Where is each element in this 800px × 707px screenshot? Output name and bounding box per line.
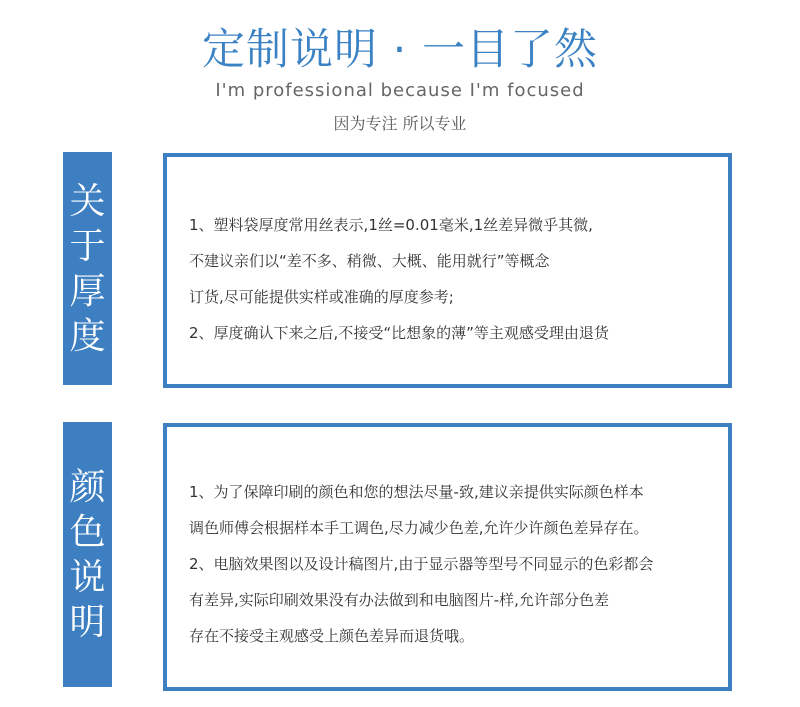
info-line: 2、厚度确认下来之后,不接受“比想象的薄”等主观感受理由退货	[189, 324, 609, 342]
info-line: 1、为了保障印刷的颜色和您的想法尽量-致,建议亲提供实际颜色样本	[189, 483, 644, 501]
section-label-color	[63, 422, 112, 687]
info-line: 1、塑料袋厚度常用丝表示,1丝=0.01毫米,1丝差异微乎其微,	[189, 216, 593, 234]
subtitle-chinese: 因为专注 所以专业	[333, 114, 467, 133]
info-line: 有差异,实际印刷效果没有办法做到和电脑图片-样,允许部分色差	[189, 591, 609, 609]
label-char: 明	[69, 601, 106, 643]
info-line: 订货,尽可能提供实样或准确的厚度参考;	[189, 288, 454, 306]
label-char: 关	[69, 180, 106, 222]
info-line: 不建议亲们以“差不多、稍微、大概、能用就行”等概念	[189, 252, 550, 270]
thickness-info-box	[163, 153, 732, 388]
label-char: 颜	[69, 466, 106, 508]
label-char: 说	[69, 556, 106, 598]
label-char: 度	[69, 315, 106, 357]
section-label-thickness	[63, 152, 112, 385]
subtitle-english: I'm professional because I'm focused	[215, 80, 585, 101]
label-char: 色	[69, 511, 106, 553]
info-line: 2、电脑效果图以及设计稿图片,由于显示器等型号不同显示的色彩都会	[189, 555, 654, 573]
color-info-box	[163, 423, 732, 691]
info-line: 存在不接受主观感受上颜色差异而退货哦。	[189, 627, 475, 645]
page-title: 定制说明 · 一目了然	[201, 25, 598, 75]
info-line: 调色师傅会根据样本手工调色,尽力减少色差,允许少许颜色差异存在。	[189, 519, 649, 537]
label-char: 于	[69, 225, 106, 267]
label-char: 厚	[69, 270, 106, 312]
